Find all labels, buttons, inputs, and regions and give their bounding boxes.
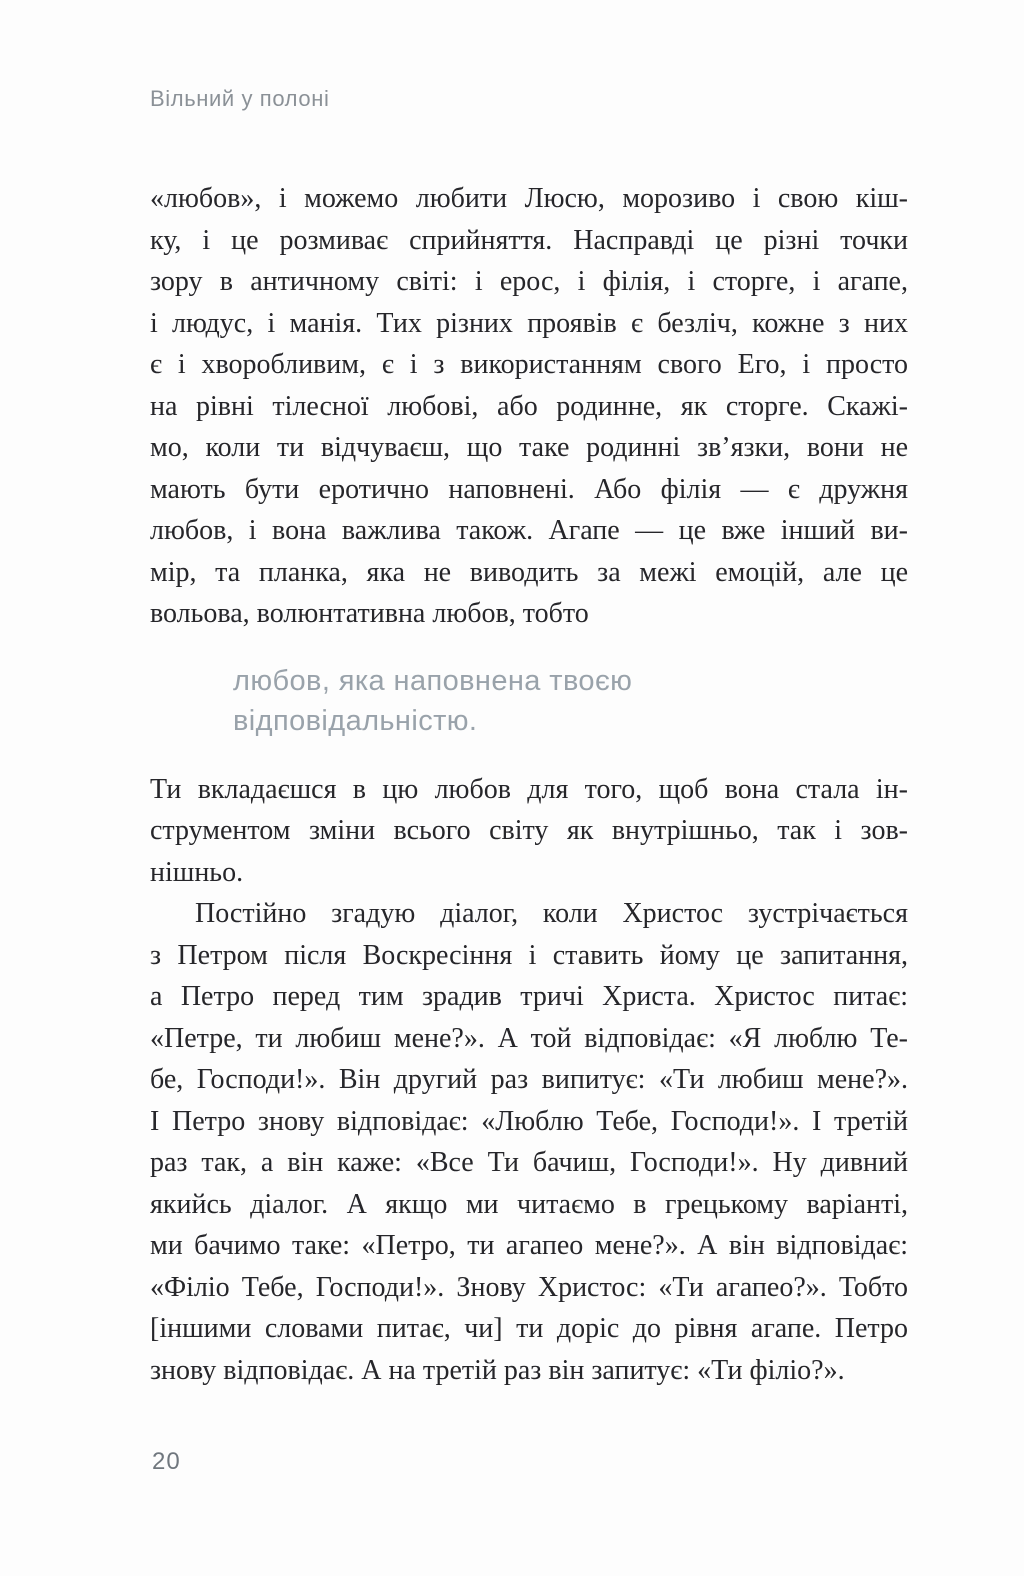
body-paragraph <box>150 769 908 894</box>
page-number: 20 <box>152 1448 181 1475</box>
text-line: [іншими словами питає, чи] ти доріс до рівня агапе. Петро <box>150 1313 908 1344</box>
text-line: є і хворобливим, є і з використанням свого Его, і просто <box>150 349 908 380</box>
text-line: ми бачимо таке: «Петро, ти агапео мене?». А він відповідає: <box>150 1230 908 1261</box>
text-line: любов, і вона важлива також. Агапе — це вже інший ви- <box>150 515 908 546</box>
text-line: Ти вкладаєшся в цю любов для того, щоб вона стала ін- <box>150 773 908 805</box>
text-line: «любов», і можемо любити Люсю, морозиво і свою кіш- <box>150 183 908 214</box>
text-line: на рівні тілесної любові, або родинне, як сторге. Скажі- <box>150 390 908 422</box>
text-line: «Петре, ти любиш мене?». А той відповідає: «Я люблю Те- <box>150 1022 908 1054</box>
text-line: Постійно згадую діалог, коли Христос зустрічається <box>195 898 908 929</box>
running-header: Вільний у полоні <box>150 86 330 111</box>
body-paragraph <box>150 893 908 1391</box>
text-line: якийсь діалог. А якщо ми читаємо в грецькому варіанті, <box>150 1188 908 1220</box>
text-line: І Петро знову відповідає: «Люблю Тебе, Господи!». І третій <box>150 1105 908 1137</box>
text-line: мір, та планка, яка не виводить за межі емоцій, але це <box>150 556 908 588</box>
text-line: бе, Господи!». Він другий раз випитує: «Ти любиш мене?». <box>150 1064 908 1095</box>
text-line: нішньо. <box>150 856 244 888</box>
page-text <box>150 178 908 1391</box>
pull-quote <box>233 661 908 741</box>
text-line: «Філіо Тебе, Господи!». Знову Христос: «Ти агапео?». Тобто <box>150 1271 908 1303</box>
text-line: відповідальністю. <box>233 704 478 737</box>
text-line: з Петром після Воскресіння і ставить йому це запитання, <box>150 939 908 971</box>
text-line: зору в античному світі: і ерос, і філія, і сторге, і агапе, <box>150 266 908 297</box>
text-line: знову відповідає. А на третій раз він запитує: «Ти філіо?». <box>150 1354 845 1386</box>
text-line: і людус, і манія. Тих різних проявів є безліч, кожне з них <box>150 307 908 339</box>
text-line: а Петро перед тим зрадив тричі Христа. Христос питає: <box>150 981 908 1012</box>
text-line: любов, яка наповнена твоєю <box>233 664 633 697</box>
text-line: мають бути еротично наповнені. Або філія — є дружня <box>150 473 908 505</box>
text-line: раз так, а він каже: «Все Ти бачиш, Господи!». Ну дивний <box>150 1147 908 1178</box>
body-paragraph <box>150 178 908 635</box>
text-line: мо, коли ти відчуваєш, що таке родинні зв’язки, вони не <box>150 432 908 463</box>
text-line: ку, і це розмиває сприйняття. Насправді це різні точки <box>150 224 908 256</box>
text-line: струментом зміни всього світу як внутрішньо, так і зов- <box>150 815 908 846</box>
text-line: вольова, волюнтативна любов, тобто <box>150 598 589 629</box>
